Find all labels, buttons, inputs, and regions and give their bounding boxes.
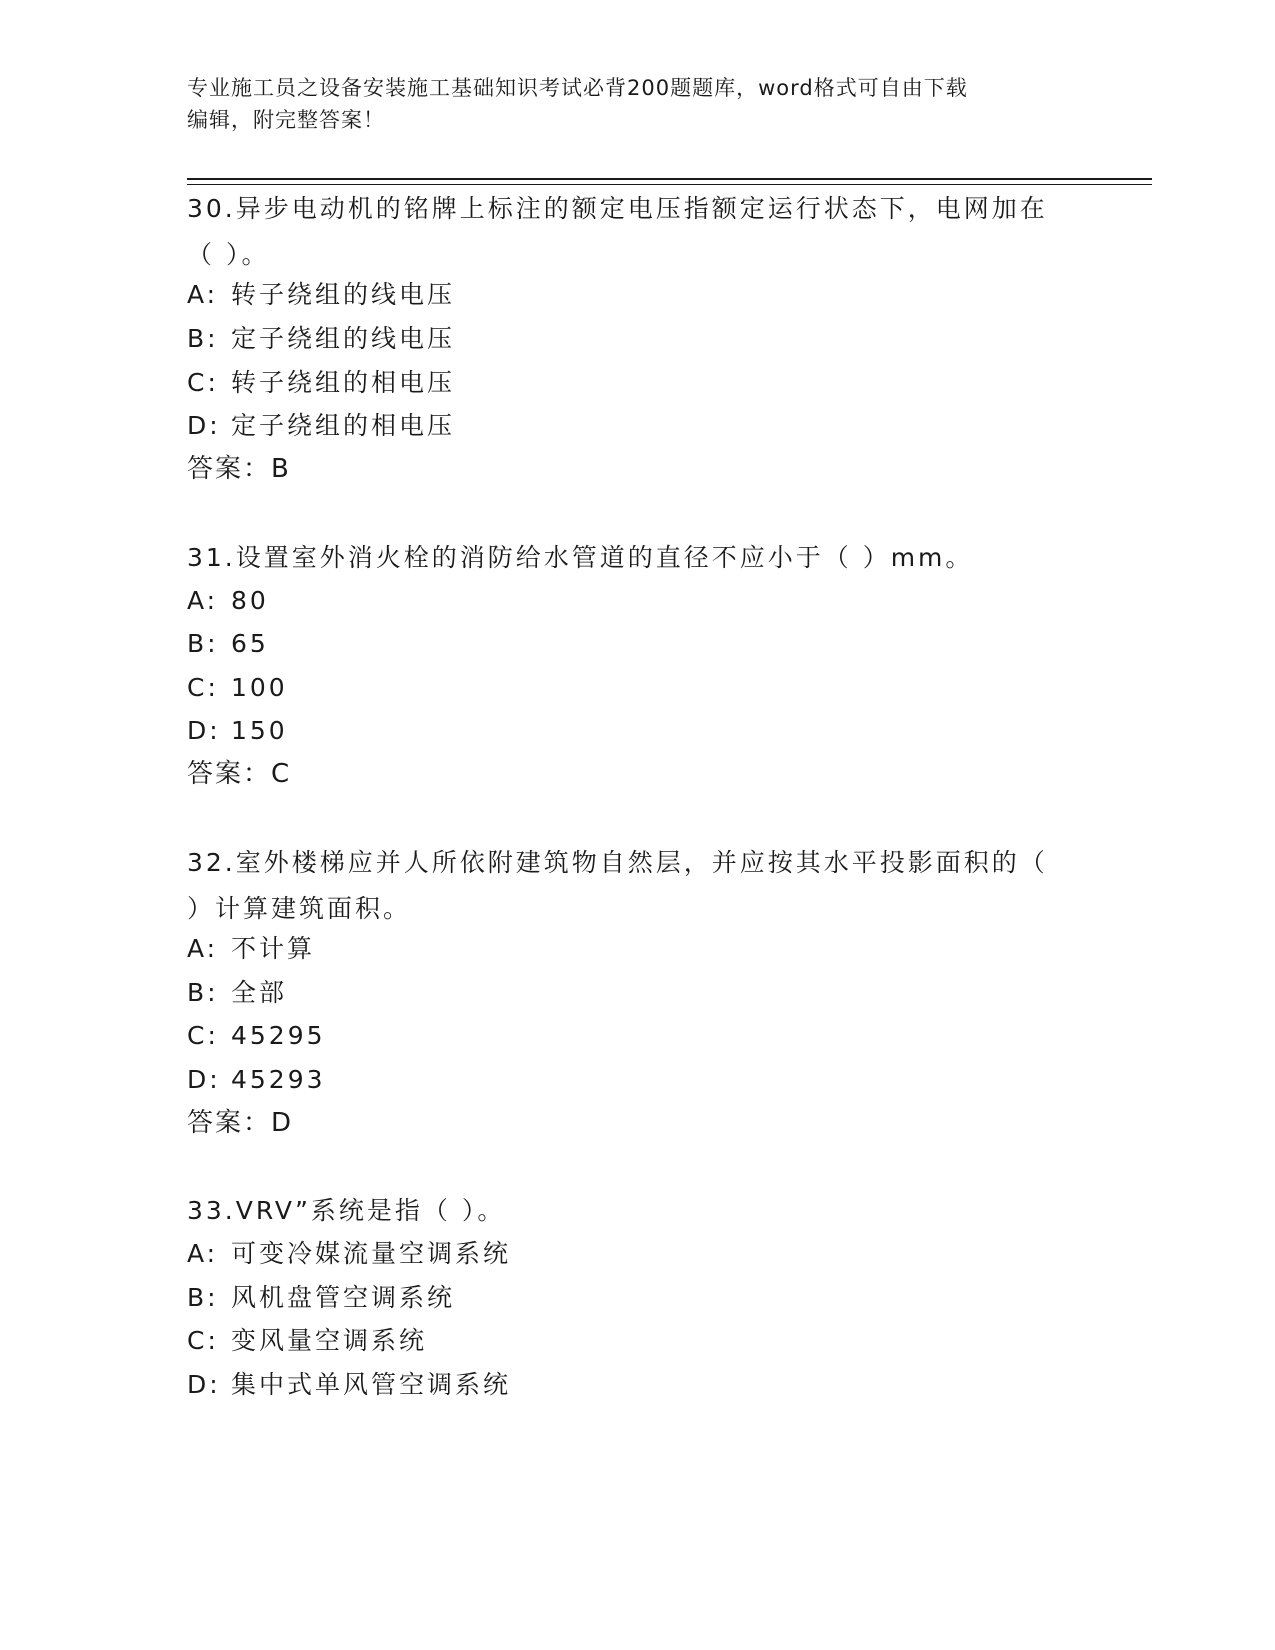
option-d bbox=[187, 708, 288, 754]
answer-30: 答案：B bbox=[187, 454, 291, 484]
header-rule-thick bbox=[187, 178, 1152, 180]
option-a bbox=[187, 272, 455, 318]
option-text: 80 bbox=[231, 586, 269, 615]
question-line: 33.VRV”系统是指（ ）。 bbox=[187, 1196, 506, 1225]
question-line: 30.异步电动机的铭牌上标注的额定电压指额定运行状态下，电网加在 bbox=[187, 194, 1048, 223]
question-line: 31.设置室外消火栓的消防给水管道的直径不应小于（ ）mm。 bbox=[187, 543, 974, 572]
option-text: 风机盘管空调系统 bbox=[231, 1283, 456, 1312]
option-key: A: bbox=[187, 280, 219, 309]
option-b bbox=[187, 1275, 455, 1321]
option-b bbox=[187, 970, 287, 1016]
option-text: 不计算 bbox=[231, 934, 316, 963]
option-c bbox=[187, 665, 288, 711]
option-key: C: bbox=[187, 368, 219, 397]
option-text: 转子绕组的线电压 bbox=[231, 280, 456, 309]
header-line-1: 专业施工员之设备安装施工基础知识考试必背200题题库，word格式可自由下载 bbox=[187, 76, 968, 100]
option-d bbox=[187, 1362, 511, 1408]
option-text: 100 bbox=[231, 673, 288, 702]
option-key: C: bbox=[187, 1326, 219, 1355]
option-key: D: bbox=[187, 411, 221, 440]
question-30-text bbox=[187, 186, 1087, 278]
option-key: D: bbox=[187, 1370, 221, 1399]
option-b bbox=[187, 316, 455, 362]
option-a bbox=[187, 926, 315, 972]
option-key: C: bbox=[187, 1021, 219, 1050]
option-text: 定子绕组的线电压 bbox=[231, 324, 456, 353]
question-33-text bbox=[187, 1188, 1087, 1234]
option-c bbox=[187, 1318, 427, 1364]
option-key: B: bbox=[187, 629, 219, 658]
option-key: B: bbox=[187, 324, 219, 353]
option-text: 定子绕组的相电压 bbox=[231, 411, 456, 440]
document-header bbox=[187, 72, 1087, 136]
header-rule-thin bbox=[187, 184, 1152, 185]
option-d bbox=[187, 403, 455, 449]
answer-31: 答案：C bbox=[187, 759, 292, 789]
option-key: A: bbox=[187, 1239, 219, 1268]
option-key: B: bbox=[187, 1283, 219, 1312]
question-line: （ ）。 bbox=[187, 240, 270, 269]
question-line: 32.室外楼梯应并人所依附建筑物自然层，并应按其水平投影面积的（ bbox=[187, 848, 1048, 877]
answer-32: 答案：D bbox=[187, 1108, 294, 1138]
option-key: C: bbox=[187, 673, 219, 702]
question-32-text bbox=[187, 840, 1087, 932]
option-text: 45293 bbox=[231, 1065, 326, 1094]
option-text: 转子绕组的相电压 bbox=[231, 368, 456, 397]
option-d bbox=[187, 1057, 326, 1103]
option-text: 65 bbox=[231, 629, 269, 658]
option-key: D: bbox=[187, 716, 221, 745]
option-text: 变风量空调系统 bbox=[231, 1326, 428, 1355]
option-key: A: bbox=[187, 934, 219, 963]
option-b bbox=[187, 621, 269, 667]
option-a bbox=[187, 1231, 511, 1277]
question-line: ）计算建筑面积。 bbox=[187, 894, 412, 923]
option-c bbox=[187, 1013, 326, 1059]
question-31-text bbox=[187, 535, 1087, 581]
option-key: B: bbox=[187, 978, 219, 1007]
option-key: A: bbox=[187, 586, 219, 615]
header-line-2: 编辑，附完整答案！ bbox=[187, 108, 385, 132]
option-c bbox=[187, 360, 455, 406]
option-text: 150 bbox=[231, 716, 288, 745]
option-text: 45295 bbox=[231, 1021, 326, 1050]
option-key: D: bbox=[187, 1065, 221, 1094]
option-a bbox=[187, 578, 269, 624]
option-text: 全部 bbox=[231, 978, 288, 1007]
option-text: 可变冷媒流量空调系统 bbox=[231, 1239, 512, 1268]
option-text: 集中式单风管空调系统 bbox=[231, 1370, 512, 1399]
